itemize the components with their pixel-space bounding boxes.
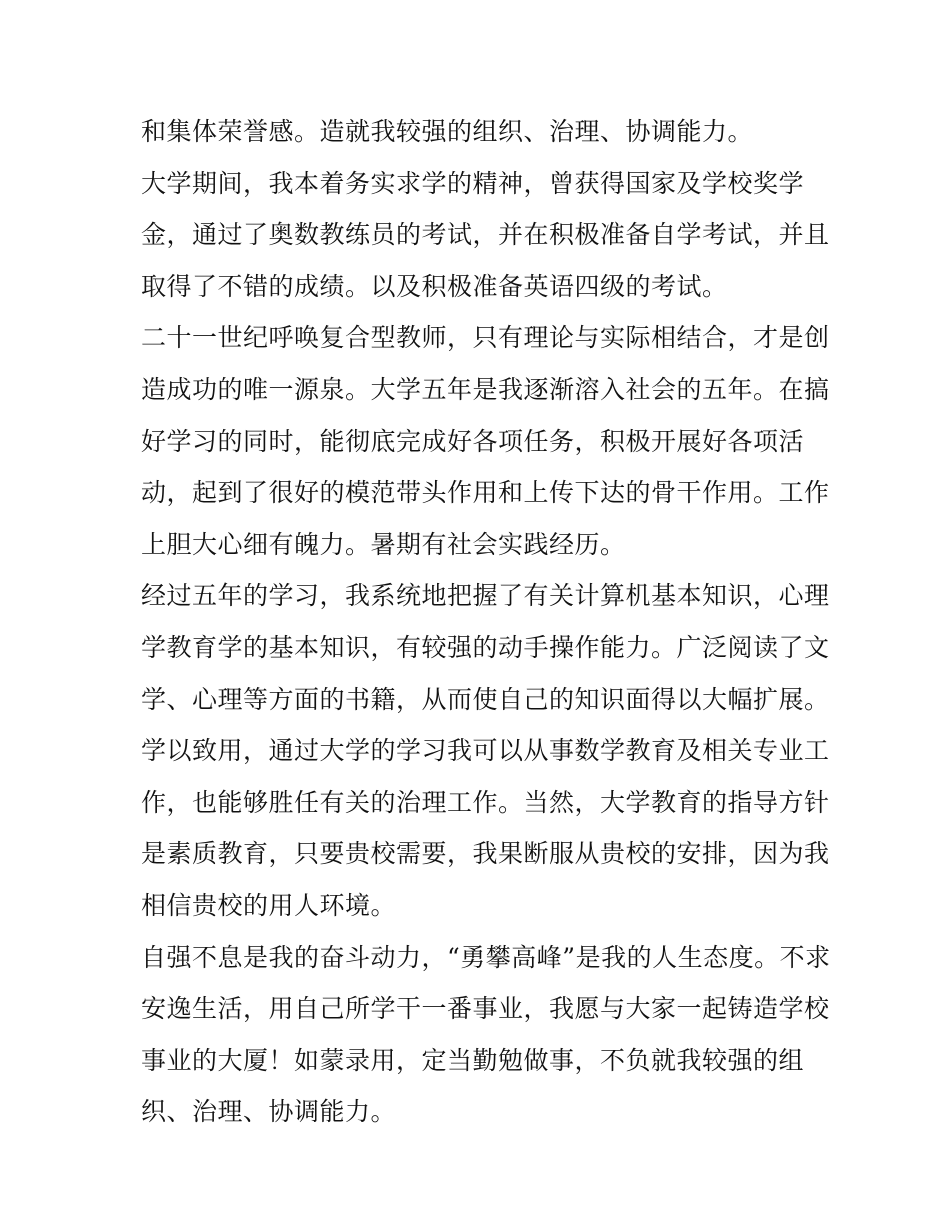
text-line: 大学期间，我本着务实求学的精神，曾获得国家及学校奖学: [141, 168, 805, 198]
text-line: 好学习的同时，能彻底完成好各项任务，积极开展好各项活: [141, 426, 805, 456]
text-line: 学教育学的基本知识，有较强的动手操作能力。广泛阅读了文: [141, 632, 830, 662]
text-line: 二十一世纪呼唤复合型教师，只有理论与实际相结合，才是创: [141, 323, 830, 353]
text-line: 造成功的唯一源泉。大学五年是我逐渐溶入社会的五年。在搞: [141, 374, 830, 404]
text-line: 和集体荣誉感。造就我较强的组织、治理、协调能力。: [141, 117, 754, 146]
text-line: 学以致用，通过大学的学习我可以从事数学教育及相关专业工: [141, 736, 830, 766]
text-line: 上胆大心细有魄力。暑期有社会实践经历。: [141, 529, 626, 559]
text-line: 织、治理、协调能力。: [141, 1097, 397, 1127]
text-line: 事业的大厦！如蒙录用，定当勤勉做事，不负就我较强的组: [141, 1045, 805, 1075]
text-line: 安逸生活，用自己所学干一番事业，我愿与大家一起铸造学校: [141, 994, 830, 1024]
text-line: 学、心理等方面的书籍，从而使自己的知识面得以大幅扩展。: [141, 684, 830, 714]
text-line: 自强不息是我的奋斗动力，“勇攀高峰”是我的人生态度。不求: [141, 942, 831, 972]
text-line: 金，通过了奥数教练员的考试，并在积极准备自学考试，并且: [141, 220, 830, 250]
text-line: 是素质教育，只要贵校需要，我果断服从贵校的安排，因为我: [141, 839, 830, 869]
text-line: 作，也能够胜任有关的治理工作。当然，大学教育的指导方针: [141, 787, 830, 817]
body-text: [141, 106, 831, 1138]
text-line: 动，起到了很好的模范带头作用和上传下达的骨干作用。工作: [141, 478, 830, 508]
text-line: 经过五年的学习，我系统地把握了有关计算机基本知识，心理: [141, 581, 830, 611]
text-line: 取得了不错的成绩。以及积极准备英语四级的考试。: [141, 271, 728, 301]
text-line: 相信贵校的用人环境。: [141, 890, 397, 920]
